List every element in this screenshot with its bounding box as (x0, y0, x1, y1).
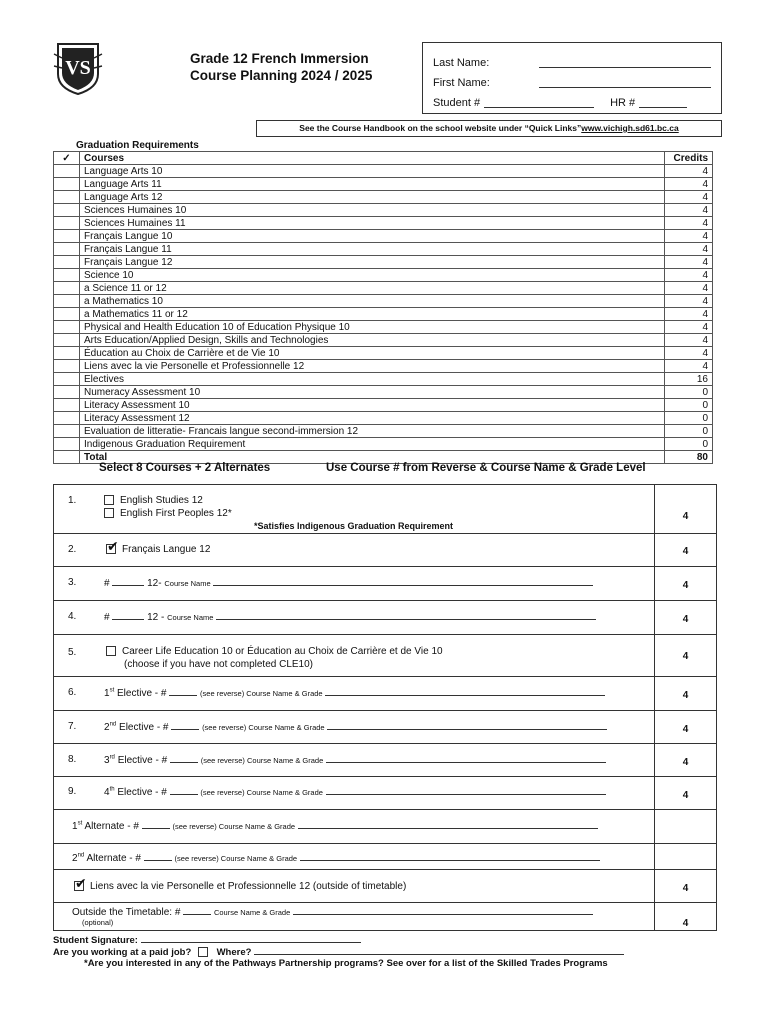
table-row (54, 191, 713, 204)
check-cell[interactable] (54, 412, 80, 425)
course-cell: Evaluation de litteratie- Francais langue second-immersion 12 (80, 425, 665, 438)
credits-cell: 4 (665, 308, 713, 321)
course-cell: Literacy Assessment 10 (80, 399, 665, 412)
table-row (54, 308, 713, 321)
alternate-entry-line[interactable] (72, 820, 598, 832)
grad-requirements-table (53, 151, 713, 464)
table-header-row (54, 152, 713, 165)
credit-value: 4 (682, 790, 689, 801)
signature-line (53, 934, 361, 946)
row-number: 9. (68, 786, 77, 797)
table-row (54, 399, 713, 412)
table-row (54, 360, 713, 373)
table-row (54, 269, 713, 282)
svg-text:VS: VS (65, 57, 91, 79)
career-life-checkbox[interactable] (106, 646, 116, 656)
course-cell: Sciences Humaines 11 (80, 217, 665, 230)
paid-job-checkbox[interactable] (198, 947, 208, 957)
alternate-row-2 (54, 844, 716, 870)
english-studies-checkbox[interactable] (104, 495, 114, 505)
handbook-text: See the Course Handbook on the school website under “Quick Links” (299, 123, 582, 133)
row-number: 2. (68, 544, 77, 555)
career-life-label: Career Life Education 10 or Éducation au Choix de Carrière et de Vie 10 (122, 646, 443, 657)
ordinal: 4 (104, 787, 110, 798)
check-cell[interactable] (54, 334, 80, 347)
english-first-peoples-checkbox[interactable] (104, 508, 114, 518)
course-name-field[interactable] (298, 820, 598, 829)
check-cell[interactable] (54, 256, 80, 269)
course-cell: Arts Education/Applied Design, Skills and Technologies (80, 334, 665, 347)
credits-cell: 4 (665, 204, 713, 217)
course-number-field[interactable] (142, 820, 170, 829)
course-name-label: (see reverse) Course Name & Grade (200, 788, 323, 797)
credits-cell: 0 (665, 412, 713, 425)
ordinal-suffix: nd (109, 721, 117, 728)
course-cell: Éducation au Choix de Carrière et de Vie 10 (80, 347, 665, 360)
credit-cell (654, 711, 716, 743)
ordinal-suffix: st (77, 820, 83, 827)
pathways-note: *Are you interested in any of the Pathways Partnership programs? See over for a list of the Skilled Trades Programs (84, 958, 608, 969)
table-row (54, 230, 713, 243)
selection-row-8 (54, 744, 716, 777)
check-cell[interactable] (54, 204, 80, 217)
first-name-field[interactable] (539, 78, 711, 88)
check-cell[interactable] (54, 386, 80, 399)
where-field[interactable] (254, 946, 624, 955)
credits-cell: 4 (665, 360, 713, 373)
check-cell[interactable] (54, 360, 80, 373)
liens-label: Liens avec la vie Personelle et Professionnelle 12 (outside of timetable) (90, 881, 407, 892)
row-number: 3. (68, 577, 77, 588)
first-name-row (433, 73, 711, 93)
selection-row-1 (54, 485, 716, 534)
student-number-label: Student # (433, 97, 481, 109)
check-cell[interactable] (54, 373, 80, 386)
alternate-entry-line[interactable] (72, 852, 600, 864)
credit-cell (654, 844, 716, 869)
last-name-field[interactable] (539, 58, 711, 68)
course-selection-box (53, 484, 717, 931)
grade-label: 12- (147, 578, 162, 589)
course-number-field[interactable] (170, 754, 198, 763)
course-cell: Science 10 (80, 269, 665, 282)
table-row (54, 243, 713, 256)
course-cell: Indigenous Graduation Requirement (80, 438, 665, 451)
course-number-field[interactable] (169, 687, 197, 696)
credits-cell: 4 (665, 282, 713, 295)
credits-cell: 4 (665, 217, 713, 230)
check-cell[interactable] (54, 191, 80, 204)
career-life-note: (choose if you have not completed CLE10) (124, 659, 313, 670)
title-line-1: Grade 12 French Immersion (190, 51, 369, 66)
ordinal-suffix: st (109, 687, 115, 694)
credit-cell (654, 534, 716, 566)
ordinal: 2 (72, 853, 78, 864)
credit-cell (654, 810, 716, 843)
student-number-field[interactable] (484, 98, 594, 108)
credit-value: 4 (682, 757, 689, 768)
course-name-label: (see reverse) Course Name & Grade (202, 723, 325, 732)
check-cell[interactable] (54, 295, 80, 308)
select-heading-right: Use Course # from Reverse & Course Name & Grade Level (326, 462, 646, 474)
check-cell[interactable] (54, 217, 80, 230)
credit-value: 4 (682, 580, 689, 591)
elective-entry-line[interactable] (104, 721, 607, 733)
course-cell: a Mathematics 11 or 12 (80, 308, 665, 321)
outside-timetable-label: Outside the Timetable: # (72, 907, 181, 918)
ordinal: 3 (104, 755, 110, 766)
course-name-field[interactable] (326, 786, 606, 795)
hr-field[interactable] (639, 98, 687, 108)
francais-langue-checkbox[interactable] (106, 544, 116, 554)
outside-timetable-row (54, 903, 716, 931)
liens-option[interactable] (74, 881, 406, 892)
credit-value: 4 (682, 546, 689, 557)
credits-cell: 4 (665, 243, 713, 256)
ordinal-suffix: rd (109, 754, 115, 761)
credits-cell: 4 (665, 230, 713, 243)
course-name-field[interactable] (300, 852, 600, 861)
liens-row (54, 870, 716, 903)
check-cell[interactable] (54, 438, 80, 451)
course-cell: a Mathematics 10 (80, 295, 665, 308)
course-number-field[interactable] (170, 786, 198, 795)
paid-job-label: Are you working at a paid job? (53, 947, 192, 958)
ordinal-suffix: th (109, 786, 115, 793)
course-cell: Language Arts 11 (80, 178, 665, 191)
course-number-prefix: # (104, 612, 110, 623)
total-credits: 80 (665, 451, 713, 464)
check-cell[interactable] (54, 282, 80, 295)
elective-label: Elective - # (117, 688, 167, 699)
course-name-label: (see reverse) Course Name & Grade (172, 822, 296, 831)
course-cell: Electives (80, 373, 665, 386)
credits-column-header: Credits (665, 152, 713, 165)
selection-row-5 (54, 635, 716, 677)
ordinal: 1 (72, 821, 78, 832)
handbook-note (256, 120, 722, 137)
signature-field[interactable] (141, 934, 361, 943)
credit-value: 4 (682, 651, 689, 662)
course-number-field[interactable] (112, 577, 144, 586)
course-cell: Français Langue 11 (80, 243, 665, 256)
course-name-label: (see reverse) Course Name & Grade (200, 689, 323, 698)
signature-label: Student Signature: (53, 935, 138, 946)
table-row (54, 295, 713, 308)
alternate-label: Alternate - # (86, 853, 141, 864)
table-row (54, 386, 713, 399)
grade-label: 12 - (147, 612, 165, 623)
credit-cell (654, 567, 716, 600)
course-cell: Français Langue 12 (80, 256, 665, 269)
credit-value: 4 (682, 690, 689, 701)
credit-cell (654, 601, 716, 634)
credits-cell: 4 (665, 334, 713, 347)
selection-row-7 (54, 711, 716, 744)
credits-cell: 0 (665, 399, 713, 412)
course-cell: Literacy Assessment 12 (80, 412, 665, 425)
francais-langue-option[interactable] (106, 544, 210, 555)
where-label: Where? (216, 947, 252, 958)
course-cell: Français Langue 10 (80, 230, 665, 243)
courses-column-header: Courses (80, 152, 665, 165)
table-row (54, 204, 713, 217)
elective-label: Elective - # (117, 755, 168, 766)
career-life-option[interactable] (106, 646, 443, 657)
course-entry-line[interactable] (104, 611, 596, 623)
table-row (54, 282, 713, 295)
credits-cell: 4 (665, 347, 713, 360)
course-name-field[interactable] (216, 611, 596, 620)
selection-row-3 (54, 567, 716, 601)
page-title (190, 50, 372, 84)
table-row (54, 334, 713, 347)
table-row (54, 217, 713, 230)
credit-cell (654, 635, 716, 676)
course-cell: Liens avec la vie Personelle et Professionnelle 12 (80, 360, 665, 373)
course-name-label: Course Name (164, 579, 211, 588)
credit-cell (654, 485, 716, 533)
alternate-row-1 (54, 810, 716, 844)
course-cell: Language Arts 12 (80, 191, 665, 204)
student-info-box (422, 42, 722, 114)
check-cell[interactable] (54, 399, 80, 412)
credits-cell: 4 (665, 178, 713, 191)
elective-entry-line[interactable] (104, 687, 605, 699)
course-name-field[interactable] (325, 687, 605, 696)
course-cell: Sciences Humaines 10 (80, 204, 665, 217)
first-name-label: First Name: (433, 77, 490, 89)
credit-cell (654, 677, 716, 710)
credits-cell: 4 (665, 269, 713, 282)
check-cell[interactable] (54, 178, 80, 191)
check-cell[interactable] (54, 243, 80, 256)
check-cell[interactable] (54, 230, 80, 243)
credits-cell: 0 (665, 386, 713, 399)
table-row (54, 321, 713, 334)
credit-value: 4 (682, 724, 689, 735)
check-cell[interactable] (54, 321, 80, 334)
row-number: 1. (68, 495, 77, 506)
course-cell: a Science 11 or 12 (80, 282, 665, 295)
elective-label: Elective - # (119, 722, 169, 733)
job-line (53, 946, 624, 958)
course-number-prefix: # (104, 578, 110, 589)
check-cell[interactable] (54, 308, 80, 321)
school-crest-icon (52, 40, 104, 96)
english-studies-option[interactable] (104, 495, 203, 506)
course-name-field[interactable] (293, 906, 593, 915)
credits-cell: 4 (665, 191, 713, 204)
last-name-label: Last Name: (433, 57, 490, 69)
credit-value: 4 (682, 883, 689, 894)
grad-requirements-title: Graduation Requirements (76, 140, 199, 151)
course-entry-line[interactable] (104, 577, 593, 589)
ordinal: 2 (104, 722, 110, 733)
credit-cell (654, 870, 716, 902)
credits-cell: 4 (665, 321, 713, 334)
row-number: 7. (68, 721, 77, 732)
credit-cell (654, 744, 716, 776)
table-row (54, 256, 713, 269)
credits-cell: 4 (665, 165, 713, 178)
title-line-2: Course Planning 2024 / 2025 (190, 68, 373, 83)
check-cell[interactable] (54, 269, 80, 282)
credits-cell: 0 (665, 425, 713, 438)
row-number: 6. (68, 687, 77, 698)
course-number-field[interactable] (171, 721, 199, 730)
check-cell (54, 451, 80, 464)
ordinal: 1 (104, 688, 110, 699)
student-number-row (433, 93, 711, 113)
selection-row-9 (54, 777, 716, 810)
check-cell[interactable] (54, 347, 80, 360)
table-row (54, 438, 713, 451)
check-cell[interactable] (54, 165, 80, 178)
indigenous-note: *Satisfies Indigenous Graduation Requirement (254, 521, 454, 531)
table-row (54, 347, 713, 360)
francais-langue-label: Français Langue 12 (122, 544, 211, 555)
alternate-label: Alternate - # (84, 821, 139, 832)
row-number: 8. (68, 754, 77, 765)
credit-value: 4 (682, 918, 689, 929)
credits-cell: 4 (665, 295, 713, 308)
row-number: 5. (68, 647, 77, 658)
select-heading-left: Select 8 Courses + 2 Alternates (99, 462, 271, 474)
selection-row-6 (54, 677, 716, 711)
school-website-link[interactable]: www.vichigh.sd61.bc.ca (581, 123, 679, 133)
table-row (54, 412, 713, 425)
course-number-field[interactable] (112, 611, 144, 620)
course-name-label: (see reverse) Course Name & Grade (200, 756, 324, 765)
liens-checkbox[interactable] (74, 881, 84, 891)
table-row (54, 165, 713, 178)
table-row (54, 178, 713, 191)
row-number: 4. (68, 611, 77, 622)
table-row (54, 425, 713, 438)
credit-cell (654, 903, 716, 931)
check-column-header: ✓ (54, 152, 80, 165)
english-first-peoples-option[interactable] (104, 508, 232, 519)
course-cell: Language Arts 10 (80, 165, 665, 178)
credit-value: 4 (682, 511, 689, 522)
elective-entry-line[interactable] (104, 754, 606, 766)
credits-cell: 16 (665, 373, 713, 386)
course-number-field[interactable] (183, 906, 211, 915)
course-name-label: Course Name (167, 613, 214, 622)
course-cell: Numeracy Assessment 10 (80, 386, 665, 399)
course-number-field[interactable] (144, 852, 172, 861)
outside-timetable-line[interactable] (72, 906, 593, 918)
course-name-label: (see reverse) Course Name & Grade (174, 854, 298, 863)
course-name-field[interactable] (213, 577, 593, 586)
selection-row-2 (54, 534, 716, 567)
check-cell[interactable] (54, 425, 80, 438)
table-row (54, 373, 713, 386)
course-name-field[interactable] (327, 721, 607, 730)
elective-entry-line[interactable] (104, 786, 606, 798)
course-cell: Physical and Health Education 10 of Education Physique 10 (80, 321, 665, 334)
elective-label: Elective - # (117, 787, 167, 798)
credit-cell (654, 777, 716, 809)
last-name-row (433, 53, 711, 73)
english-first-peoples-label: English First Peoples 12* (120, 508, 232, 519)
credits-cell: 4 (665, 256, 713, 269)
optional-note: (optional) (82, 918, 114, 927)
selection-row-4 (54, 601, 716, 635)
course-name-label: Course Name & Grade (213, 908, 291, 917)
english-studies-label: English Studies 12 (120, 495, 203, 506)
total-label: Total (80, 451, 665, 464)
course-name-field[interactable] (326, 754, 606, 763)
hr-label: HR # (610, 97, 636, 109)
ordinal-suffix: nd (77, 852, 85, 859)
credit-value: 4 (682, 614, 689, 625)
credits-cell: 0 (665, 438, 713, 451)
